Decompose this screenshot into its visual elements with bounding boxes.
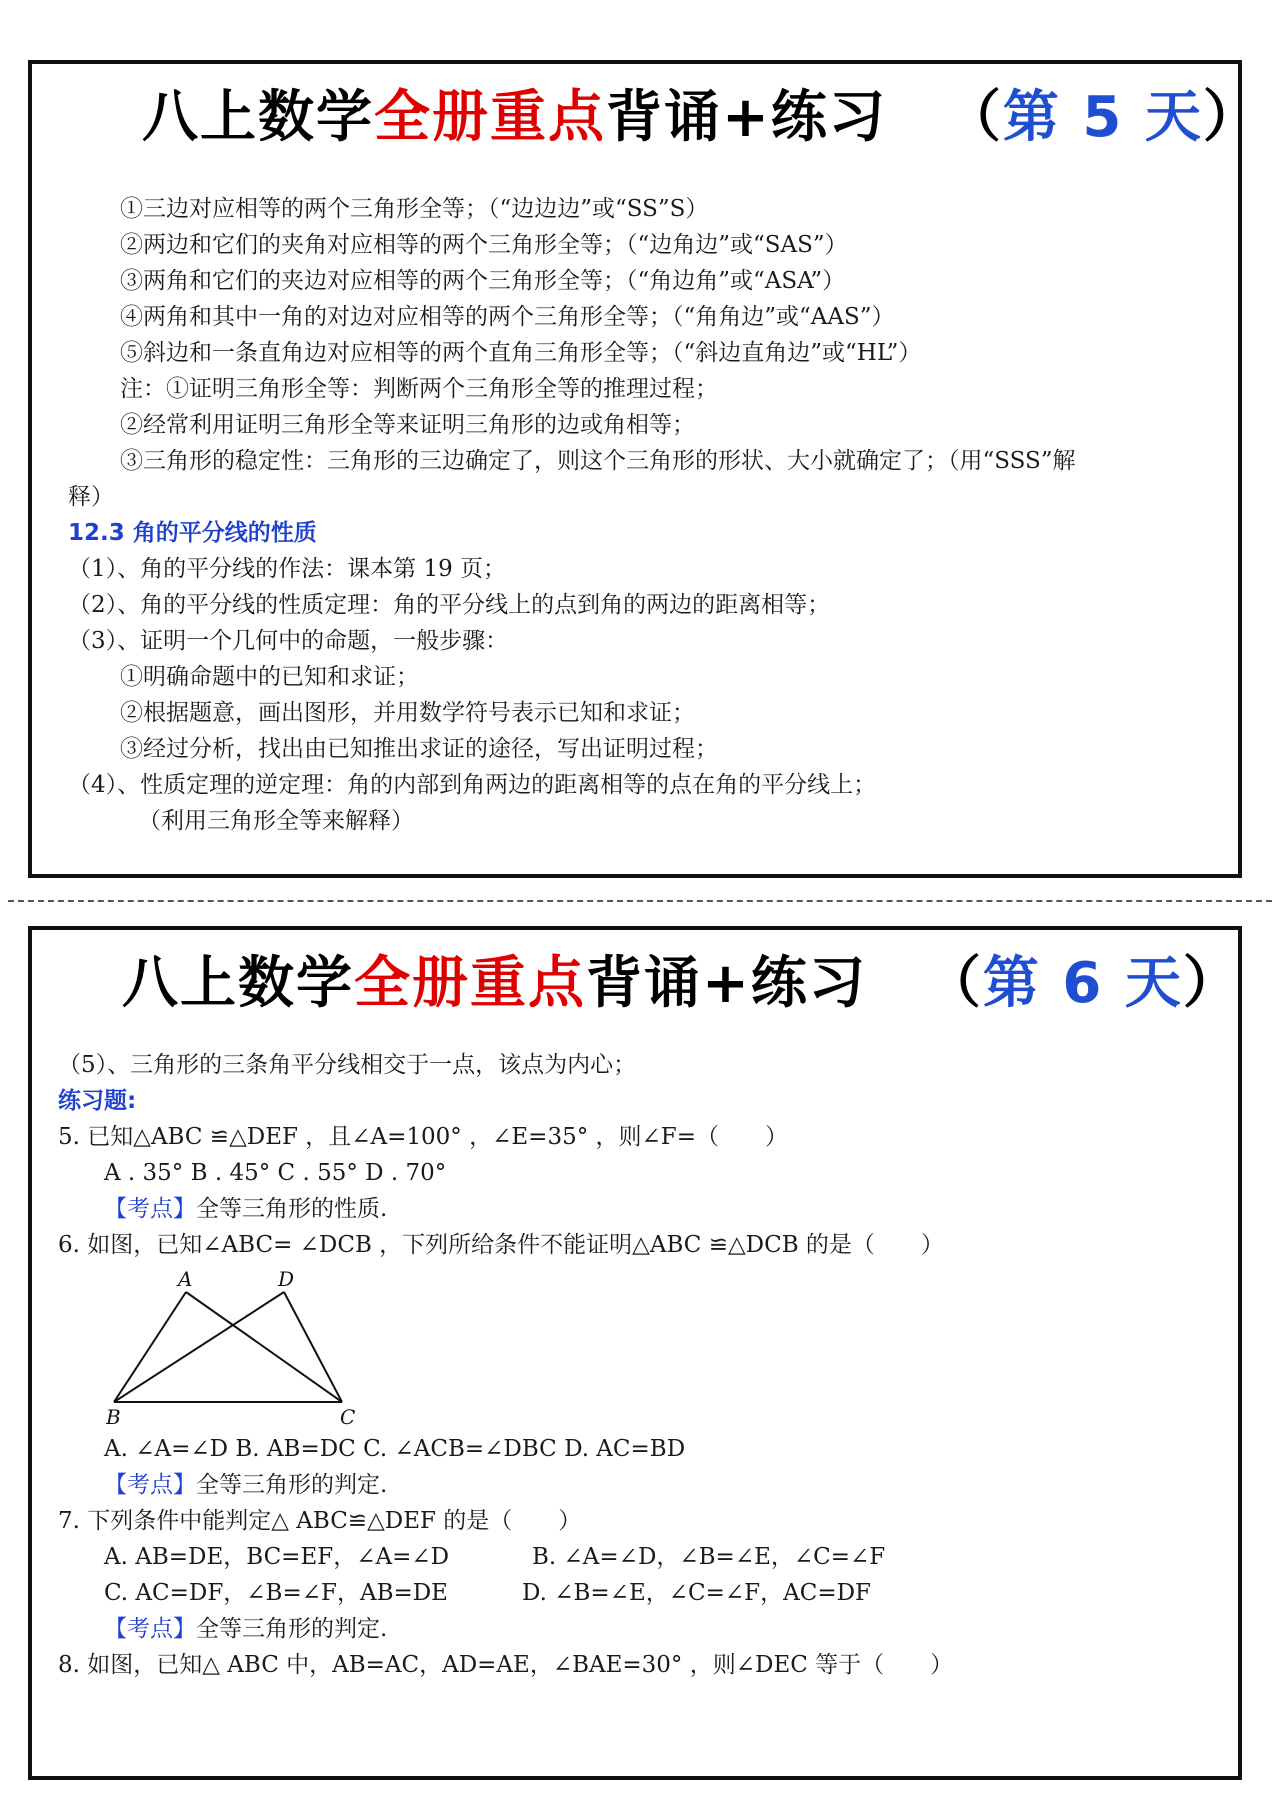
- point-label-b: B: [106, 1405, 121, 1429]
- content-line: （3）、证明一个几何中的命题，一般步骤：: [68, 628, 509, 654]
- question-7: 7. 下列条件中能判定△ ABC≌△DEF 的是（ ）: [58, 1508, 582, 1534]
- question-5-options: A . 35° B . 45° C . 55° D . 70°: [104, 1160, 447, 1186]
- question-5: 5. 已知△ABC ≌△DEF ，且∠A=100° ，∠E=35° ，则∠F=（ ）: [58, 1124, 789, 1150]
- title-part: 背诵+练习: [586, 951, 867, 1016]
- content-line: （4）、性质定理的逆定理：角的内部到角两边的距离相等的点在角的平分线上；: [68, 772, 877, 798]
- content-line: 释）: [68, 484, 114, 510]
- triangle-figure: [106, 1270, 366, 1430]
- question-7-option-d: D. ∠B=∠E，∠C=∠F，AC=DF: [522, 1580, 871, 1606]
- question-7-option-a: A. AB=DE，BC=EF，∠A=∠D: [104, 1544, 450, 1570]
- question-6: 6. 如图，已知∠ABC= ∠DCB ，下列所给条件不能证明△ABC ≌△DCB 的是（ ）: [58, 1232, 944, 1258]
- day5-title: [142, 86, 1261, 150]
- kaodian-line: [104, 1194, 387, 1224]
- title-day: 第 6 天: [982, 951, 1183, 1016]
- content-line: （1）、角的平分线的作法：课本第 19 页；: [68, 556, 507, 582]
- kaodian-text: 全等三角形的判定.: [196, 1616, 388, 1642]
- kaodian-tag: 【考点】: [104, 1472, 196, 1498]
- content-line: ④两角和其中一角的对边对应相等的两个三角形全等；（“角角边”或“AAS”）: [120, 304, 895, 330]
- content-line: ②经常利用证明三角形全等来证明三角形的边或角相等；: [120, 412, 695, 438]
- question-7-option-b: B. ∠A=∠D，∠B=∠E，∠C=∠F: [532, 1544, 886, 1570]
- point-label-a: A: [178, 1270, 193, 1291]
- content-line: ③经过分析，找出由已知推出求证的途径，写出证明过程；: [120, 736, 718, 762]
- content-line: 注：①证明三角形全等：判断两个三角形全等的推理过程；: [120, 376, 718, 402]
- content-line: （2）、角的平分线的性质定理：角的平分线上的点到角的两边的距离相等；: [68, 592, 831, 618]
- title-part: 背诵+练习: [606, 85, 887, 150]
- title-paren: ）: [1182, 951, 1241, 1016]
- kaodian-text: 全等三角形的判定.: [196, 1472, 388, 1498]
- content-line: ⑤斜边和一条直角边对应相等的两个直角三角形全等；（“斜边直角边”或“HL”）: [120, 340, 922, 366]
- section-heading: 12.3 角的平分线的性质: [68, 520, 317, 546]
- question-6-options: A. ∠A=∠D B. AB=DC C. ∠ACB=∠DBC D. AC=BD: [104, 1436, 686, 1462]
- kaodian-line: [104, 1614, 387, 1644]
- day6-card: [28, 926, 1242, 1780]
- title-paren: ）: [1202, 85, 1261, 150]
- content-line: （利用三角形全等来解释）: [138, 808, 414, 834]
- content-line: ①明确命题中的已知和求证；: [120, 664, 419, 690]
- content-line: （5）、三角形的三条角平分线相交于一点，该点为内心；: [58, 1052, 637, 1078]
- title-part: 八上数学: [122, 951, 354, 1016]
- content-line: ②根据题意，画出图形，并用数学符号表示已知和求证；: [120, 700, 695, 726]
- kaodian-text: 全等三角形的性质.: [196, 1196, 388, 1222]
- content-line: ③三角形的稳定性：三角形的三边确定了，则这个三角形的形状、大小就确定了；（用“SSS”解: [120, 448, 1076, 474]
- content-line: ①三边对应相等的两个三角形全等；（“边边边”或“SS”S）: [120, 196, 709, 222]
- title-part: 八上数学: [142, 85, 374, 150]
- section-heading: 练习题:: [58, 1088, 137, 1114]
- day6-title: [122, 952, 1241, 1016]
- title-highlight: 全册重点: [354, 951, 586, 1016]
- point-label-d: D: [278, 1270, 295, 1291]
- kaodian-tag: 【考点】: [104, 1616, 196, 1642]
- question-7-option-c: C. AC=DF，∠B=∠F，AB=DE: [104, 1580, 448, 1606]
- content-line: ③两角和它们的夹边对应相等的两个三角形全等；（“角边角”或“ASA”）: [120, 268, 846, 294]
- title-highlight: 全册重点: [374, 85, 606, 150]
- question-8: 8. 如图，已知△ ABC 中，AB=AC，AD=AE，∠BAE=30° ，则∠DEC 等于（ ）: [58, 1652, 954, 1678]
- day5-card: [28, 60, 1261, 878]
- content-line: ②两边和它们的夹角对应相等的两个三角形全等；（“边角边”或“SAS”）: [120, 232, 848, 258]
- kaodian-line: [104, 1470, 387, 1500]
- point-label-c: C: [340, 1405, 356, 1429]
- page-divider: [8, 900, 1272, 902]
- title-day: 第 5 天: [1002, 85, 1203, 150]
- kaodian-tag: 【考点】: [104, 1196, 196, 1222]
- title-paren: （: [944, 85, 1003, 150]
- title-paren: （: [924, 951, 983, 1016]
